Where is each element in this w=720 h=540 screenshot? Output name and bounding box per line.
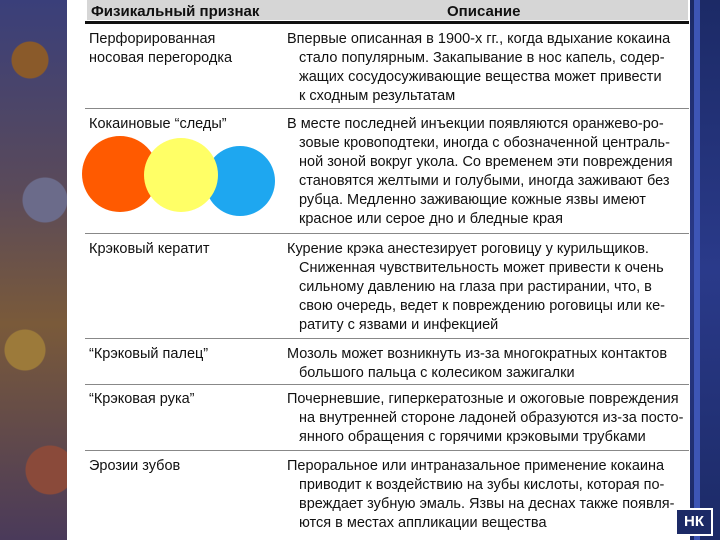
row-divider [85,233,689,234]
row-2-description [287,115,679,229]
row-3-desc-line-2: Сниженная чувствительность может привести к очень [299,260,664,276]
row-2-desc-line-6: красное или серое дно и бледные края [299,211,563,227]
row-3-description [287,240,679,335]
row-1-desc-line-1: Впервые описанная в 1900-х гг., когда вдыхание кокаина [287,31,671,47]
row-4-desc-line-1: Мозоль может возникнуть из-за многократных контактов [287,346,668,362]
row-4-feature-line-1: “Крэковый палец” [89,346,209,362]
row-3-feature-line-1: Крэковый кератит [89,241,210,257]
row-4-desc-line-2: большого пальца с колесиком зажигалки [299,365,575,381]
row-3-desc-line-4: свою очередь, ведет к повреждению роговицы или ке- [299,298,666,314]
header-rule [85,21,689,24]
yellow-bruise-circle [144,138,218,212]
row-5-feature [89,390,195,409]
table-sheet [67,0,690,540]
row-3-desc-line-1: Курение крэка анестезирует роговицу у курильщиков. [287,241,649,257]
row-5-desc-line-2: на внутренней стороне ладоней образуются из-за посто- [299,410,684,426]
row-divider [85,384,689,385]
row-6-feature-line-1: Эрозии зубов [89,458,181,474]
row-4-description [287,345,679,383]
row-1-desc-line-4: к сходным результатам [299,88,456,104]
row-3-desc-line-5: ратиту с язвами и инфекцией [299,317,499,333]
row-5-description [287,390,684,447]
row-1-desc-line-2: стало популярным. Закапывание в нос капель, содер- [299,50,665,66]
row-6-desc-line-2: приводит к воздействию на зубы кислоты, которая по- [299,477,665,493]
row-3-desc-line-3: сильному давлению на глаза при растирании, что, в [299,279,652,295]
row-5-desc-line-1: Почерневшие, гиперкератозные и ожоговые повреждения [287,391,679,407]
row-5-desc-line-3: янного обращения с горячими крэковыми трубками [299,429,646,445]
row-2-feature [89,115,227,134]
row-2-desc-line-4: становятся желтыми и голубыми, иногда заживают без [299,173,670,189]
row-1-feature-line-1: Перфорированная [89,31,216,47]
row-divider [85,108,689,109]
header-description: Описание [447,3,521,20]
row-6-desc-line-1: Пероральное или интраназальное применение кокаина [287,458,665,474]
row-2-desc-line-3: ной зоной вокруг укола. Со временем эти повреждения [299,154,673,170]
row-1-feature-line-2: носовая перегородка [89,50,233,66]
right-stripe [694,0,700,540]
row-4-feature [89,345,208,364]
row-6-desc-line-4: ются в местах аппликации вещества [299,515,547,531]
row-2-feature-line-1: Кокаиновые “следы” [89,116,227,132]
row-1-feature [89,30,232,68]
row-5-feature-line-1: “Крэковая рука” [89,391,195,407]
table-header [87,0,688,20]
row-6-description [287,457,679,533]
nk-nav-button[interactable]: НК [675,508,713,536]
row-6-desc-line-3: вреждает зубную эмаль. Язвы на деснах также появля- [299,496,675,512]
row-2-desc-line-5: рубца. Медленно заживающие кожные язвы имеют [299,192,646,208]
row-2-desc-line-2: зовые кровоподтеки, иногда с обозначенной централь- [299,135,670,151]
row-divider [85,450,689,451]
row-1-desc-line-3: жащих сосудосуживающие вещества может привести [299,69,662,85]
header-feature: Физикальный признак [91,3,260,20]
row-divider [85,338,689,339]
row-6-feature [89,457,180,476]
row-1-description [287,30,679,106]
row-2-desc-line-1: В месте последней инъекции появляются оранжево-ро- [287,116,664,132]
row-3-feature [89,240,210,259]
